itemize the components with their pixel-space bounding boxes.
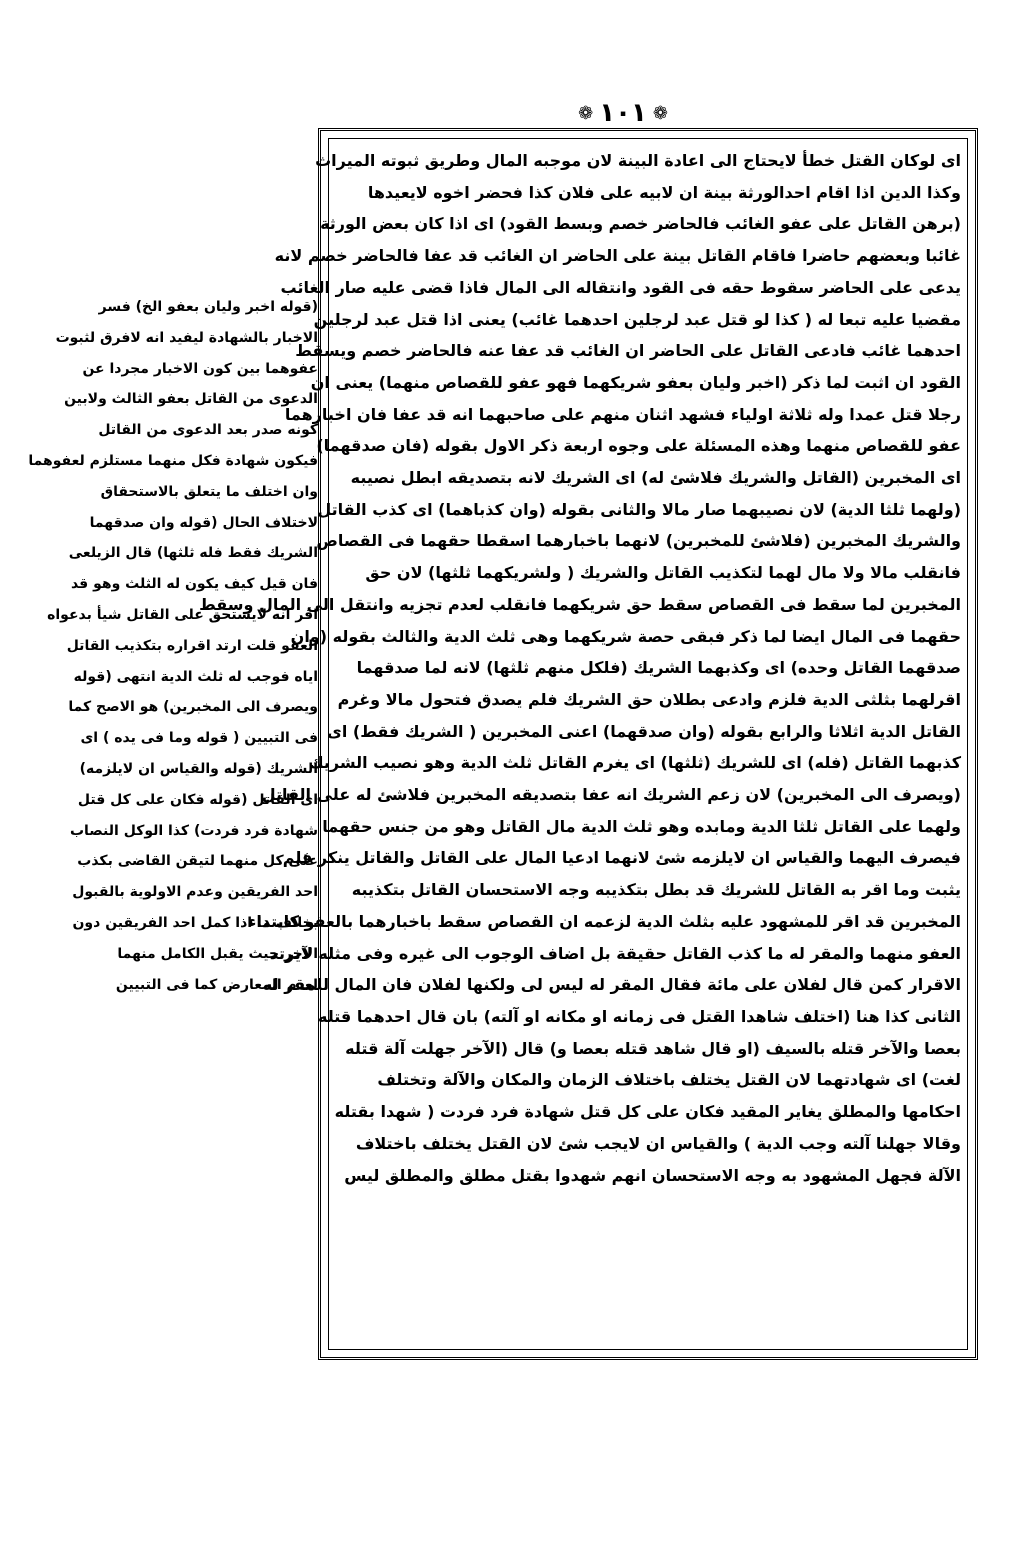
- main-text-line: القود ان اثبت لما ذكر (اخبر وليان بعفو شريكهما فهو عفو للقصاص منهما) يعنى ان: [310, 372, 961, 392]
- main-text-line: فانقلب مالا ولا مال لهما لتكذيب القاتل والشريك ( ولشريكهما ثلثها) لان حق: [365, 563, 961, 583]
- margin-note-line: كونه صدر بعد الدعوى من القاتل: [98, 422, 318, 439]
- main-text-line: والشريك المخبرين (فلاشئ للمخبرين) لانهما باخبارهما اسقطا حقهما فى القصاص: [316, 531, 961, 551]
- ornament-right-icon: ❁: [652, 102, 668, 124]
- main-text-line: احكامها والمطلق يغاير المقيد فكان على كل قتل شهادة فرد فردت ( شهدا بقتله: [334, 1102, 961, 1122]
- main-text-line: اى لوكان القتل خطأ لايحتاج الى اعادة البينة لان موجبه المال وطريق ثبوته الميراث: [315, 151, 961, 170]
- main-text-line: يدعى على الحاضر سقوط حقه فى القود وانتقاله الى المال فاذا قضى عليه صار الغائب: [280, 277, 961, 297]
- margin-note-line: الآخر حيث يقبل الكامل منهما: [117, 945, 318, 962]
- margin-note-line: وان اختلف ما يتعلق بالاستحقاق: [100, 483, 318, 500]
- page-number: ١٠١: [599, 98, 647, 128]
- main-text-line: (برهن القاتل على عفو الغائب فالحاضر خصم وبسط القود) اى اذا كان بعض الورثة: [320, 214, 961, 234]
- margin-note-line: شهادة فرد فردت) كذا الوكل النصاب: [69, 822, 318, 839]
- margin-note-line: فيكون شهادة فكل منهما مستلزم لعفوهما: [28, 452, 318, 469]
- main-text-line: عفو للقصاص منهما وهذه المسئلة على وجوه اربعة ذكر الاول بقوله (فان صدقهما): [316, 436, 961, 456]
- margin-note-line: فى التبيين ( قوله وما فى يده ) اى: [80, 730, 318, 747]
- main-text-line: بعصا والآخر قتله بالسيف (او قال شاهد قتله بعصا و) قال (الآخر جهلت آلة قتله: [345, 1038, 961, 1058]
- main-text-line: ولهما على القاتل ثلثا الدية ومابده وهو ثلث الدية مال القاتل وهو من جنس حقهما: [322, 816, 961, 836]
- main-text-line: الثانى كذا هنا (اختلف شاهدا القتل فى زمانه او مكانه او آلته) بان قال احدهما قتله: [318, 1006, 961, 1026]
- main-text-line: صدقهما القاتل وحده) اى وكذبهما الشريك (فلكل منهم ثلثها) لانه لما صدقهما: [356, 658, 961, 678]
- margin-note-line: الاخبار بالشهادة ليفيد انه لافرق لثبوت: [55, 329, 318, 346]
- margin-note-line: على كل منهما لتيقن القاضى بكذب: [77, 853, 318, 870]
- margin-note-line: الشريك (قوله والقياس ان لايلزمه): [79, 760, 318, 777]
- main-text-line: حقهما فى المال ايضا لما ذكر فبقى حصة شريكهما وهى ثلث الدية والثالث بقوله (وان: [290, 626, 961, 646]
- margin-note-line: اياه فوجب له ثلث الدية انتهى (قوله: [73, 668, 318, 685]
- main-text-line: كذبهما القاتل (فله) اى للشريك (ثلثها) اى يغرم القاتل ثلث الدية وهو نصيب الشريك: [308, 753, 961, 773]
- margin-note-line: ويصرف الى المخبرين) هو الاصح كما: [68, 699, 318, 716]
- margin-note-line: لعدم المعارض كما فى التبيين: [115, 976, 318, 993]
- margin-note-line: احد الفريقين وعدم الاولوية بالقبول: [72, 884, 318, 901]
- margin-note-line: الشريك فقط فله ثلثها) قال الزيلعى: [68, 545, 318, 562]
- main-text-line: رجلا قتل عمدا وله ثلاثة اولياء فشهد اثنان منهم على صاحبهما انه قد عفا فان اخبارهما: [284, 404, 961, 424]
- main-text-line: الاقرار كمن قال لفلان على مائة فقال المقر له ليس لى ولكنها لفلان فان المال للمقر له: [262, 975, 961, 995]
- main-text-line: (ويصرف الى المخبرين) لان زعم الشريك انه عفا بتصديقه المخبرين فلاشئ له على القاتل: [261, 785, 961, 805]
- main-text-line: لغت) اى شهادتهما لان القتل يختلف باختلاف الزمان والمكان والآلة وتختلف: [377, 1070, 961, 1090]
- margin-note-line: (قوله اخبر وليان بعفو الخ) فسر: [98, 299, 318, 315]
- margin-note-line: بخلاف ما اذا كمل احد الفريقين دون: [72, 914, 318, 931]
- margin-note-line: فان قيل كيف يكون له الثلث وهو قد: [70, 576, 318, 593]
- margin-note-line: لاختلاف الحال (قوله وان صدقهما: [89, 514, 318, 531]
- main-text-line: وقالا جهلنا آلته وجب الدية ) والقياس ان لايجب شئ لان القتل يختلف باختلاف: [355, 1133, 961, 1153]
- margin-commentary: [28, 292, 318, 1152]
- main-text-line: المخبرين قد اقر للمشهود عليه بثلث الدية لزعمه ان القصاص سقط باخبارهما بالعفو كابتداء: [248, 911, 961, 931]
- margin-note-line: العفو قلت ارتد اقراره بتكذيب القاتل: [66, 637, 318, 654]
- main-text-line: اى المخبرين (القاتل والشريك فلاشئ له) اى الشريك لانه بتصديقه ابطل نصيبه: [350, 468, 961, 488]
- main-text-line: المخبرين لما سقط فى القصاص سقط حق شريكهما فانقلب لعدم تجزيه وانتقل الى المال وسقط: [199, 594, 961, 614]
- margin-note-line: عفوهما بين كون الاخبار مجردا عن: [82, 360, 318, 377]
- main-text-line: القاتل الدية اثلاثا والرابع بقوله (وان صدقهما) اعنى المخبرين ( الشريك فقط) اى: [327, 721, 961, 741]
- main-text-line: الآلة فجهل المشهود به وجه الاستحسان انهم شهدوا بقتل مطلق والمطلق ليس: [344, 1165, 961, 1185]
- main-text-line: العفو منهما والمقر له ما كذب القاتل حقيقة بل اضاف الوجوب الى غيره وفى مثله لايرتد: [269, 943, 961, 963]
- main-text-line: وكذا الدين اذا اقام احدالورثة بينة ان لابيه على فلان كذا فحضر اخوه لايعيدها: [367, 182, 961, 202]
- main-text-line: غائبا وبعضهم حاضرا فاقام القاتل بينة على الحاضر ان الغائب قد عفا فالحاضر خصم لانه: [274, 246, 961, 266]
- margin-note-line: الدعوى من القاتل بعفو الثالث ولابين: [64, 391, 318, 408]
- page-header: [548, 93, 698, 133]
- main-text-line: احدهما غائب فادعى القاتل على الحاضر ان الغائب قد عفا عنه فالحاضر خصم ويسقط: [295, 341, 961, 361]
- ornament-left-icon: ❁: [578, 102, 594, 124]
- main-text-line: يثبت وما اقر به القاتل للشريك قد بطل بتكذيبه وجه الاستحسان القاتل بتكذيبه: [351, 880, 961, 900]
- main-text-line: مقضيا عليه تبعا له ( كذا لو قتل عبد لرجلين احدهما غائب) يعنى اذا قتل عبد لرجلين: [313, 309, 961, 329]
- main-text-line: فيصرف اليهما والقياس ان لايلزمه شئ لانهما ادعيا المال على القاتل والقاتل ينكر فلم: [282, 848, 961, 868]
- margin-note-line: اى القاتل (قوله فكان على كل قتل: [77, 791, 318, 808]
- main-text-line: اقرلهما بثلثى الدية فلزم وادعى بطلان حق الشريك فلم يصدق فتحول مالا وغرم: [337, 689, 961, 709]
- main-text-line: (ولهما ثلثا الدية) لان نصيبهما صار مالا والثانى بقوله (وان كذباهما) اى كذب القاتل: [317, 499, 961, 519]
- margin-note-line: اقر انه لايستحق على القاتل شيأ بدعواه: [47, 606, 318, 623]
